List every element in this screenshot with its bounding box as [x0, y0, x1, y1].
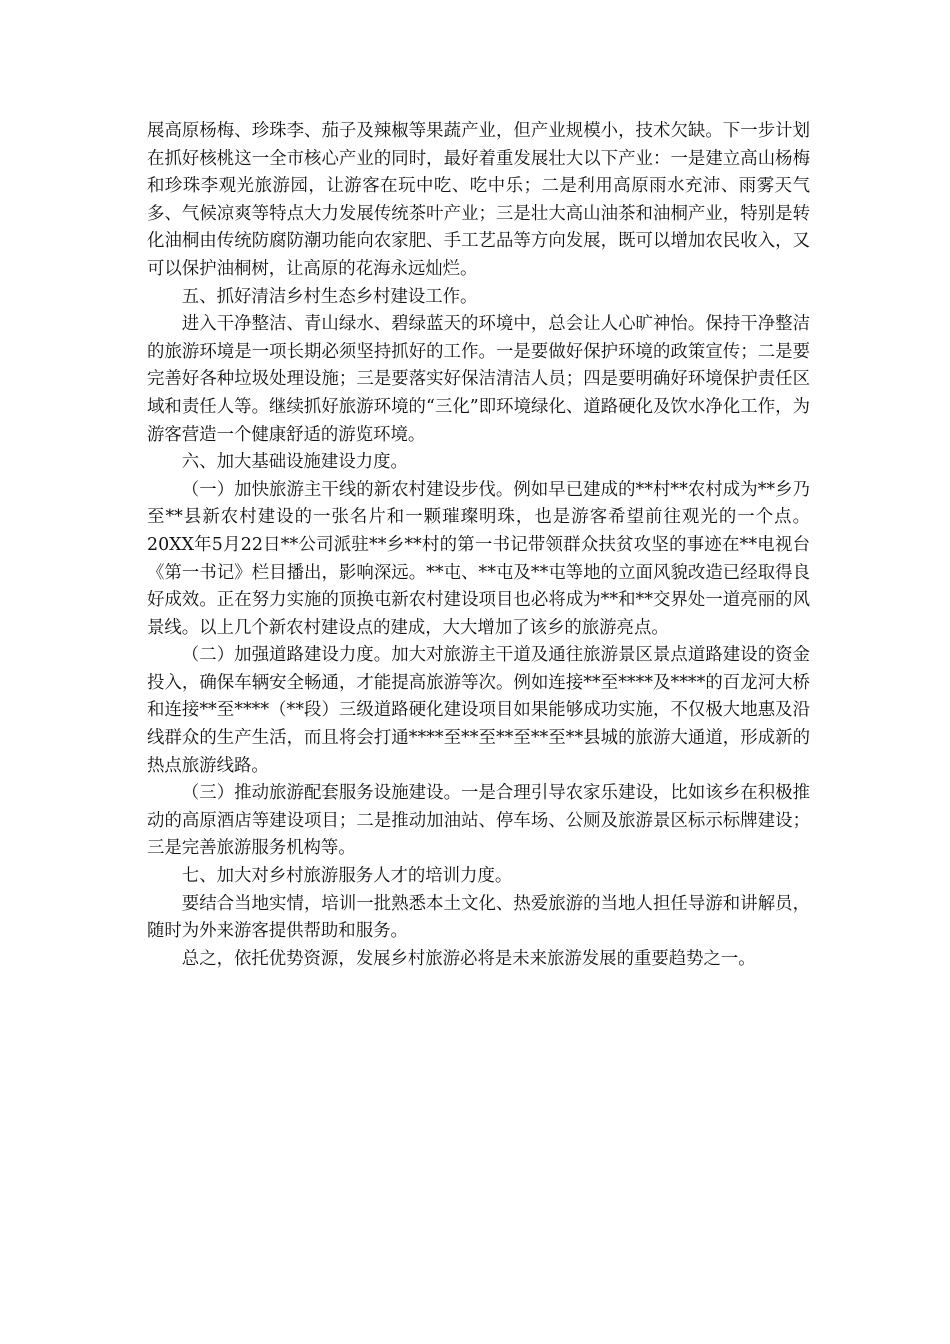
paragraph: 要结合当地实情，培训一批熟悉本土文化、热爱旅游的当地人担任导游和讲解员，随时为外来游客提供帮助和服务。: [147, 893, 810, 942]
paragraph: （一）加快旅游主干线的新农村建设步伐。例如早已建成的**村**农村成为**乡乃至**县新农村建设的一张名片和一颗璀璨明珠，也是游客希望前往观光的一个点。20XX年5月22日**公司派驻**乡**村的第一书记带领群众扶贫攻坚的事迹在**电视台《第一书记》栏目播出，影响深远。**屯、**屯及**屯等地的立面风貌改造已经取得良好成效。正在努力实施的顶换屯新农村建设项目也必将成为**和**交界处一道亮丽的风景线。以上几个新农村建设点的建成，大大增加了该乡的旅游亮点。: [147, 479, 810, 638]
paragraph-continued: 展高原杨梅、珍珠李、茄子及辣椒等果蔬产业，但产业规模小，技术欠缺。下一步计划在抓好核桃这一全市核心产业的同时，最好着重发展壮大以下产业：一是建立高山杨梅和珍珠李观光旅游园，让游客在玩中吃、吃中乐；二是利用高原雨水充沛、雨雾天气多、气候凉爽等特点大力发展传统茶叶产业；三是壮大高山油茶和油桐产业，特别是转化油桐由传统防腐防潮功能向农家肥、手工艺品等方向发展，既可以增加农民收入，又可以保护油桐树，让高原的花海永远灿烂。: [147, 121, 810, 279]
paragraph: （二）加强道路建设力度。加大对旅游主干道及通往旅游景区景点道路建设的资金投入，确保车辆安全畅通，才能提高旅游等次。例如连接**至****及****的百龙河大桥和连接**至****（**段）三级道路硬化建设项目如果能够成功实施，不仅极大地惠及沿线群众的生产生活，而且将会打通****至**至**至**至**县城的旅游大通道，形成新的热点旅游线路。: [147, 645, 810, 776]
paragraph: 进入干净整洁、青山绿水、碧绿蓝天的环境中，总会让人心旷神怡。保持干净整洁的旅游环境是一项长期必须坚持抓好的工作。一是要做好保护环境的政策宣传；二是要完善好各种垃圾处理设施；三是要落实好保洁清洁人员；四是要明确好环境保护责任区域和责任人等。继续抓好旅游环境的“三化”即环境绿化、道路硬化及饮水净化工作，为游客营造一个健康舒适的游览环境。: [147, 314, 810, 445]
paragraph-conclusion: 总之，依托优势资源，发展乡村旅游必将是未来旅游发展的重要趋势之一。: [181, 948, 756, 969]
paragraph: （三）推动旅游配套服务设施建设。一是合理引导农家乐建设，比如该乡在积极推动的高原酒店等建设项目；二是推动加油站、停车场、公厕及旅游景区标示标牌建设；三是完善旅游服务机构等。: [147, 783, 810, 859]
section-heading-6: 六、加大基础设施建设力度。: [181, 452, 408, 473]
section-heading-7: 七、加大对乡村旅游服务人才的培训力度。: [181, 866, 513, 887]
section-heading-5: 五、抓好清洁乡村生态乡村建设工作。: [181, 286, 478, 307]
document-body: [147, 118, 810, 973]
